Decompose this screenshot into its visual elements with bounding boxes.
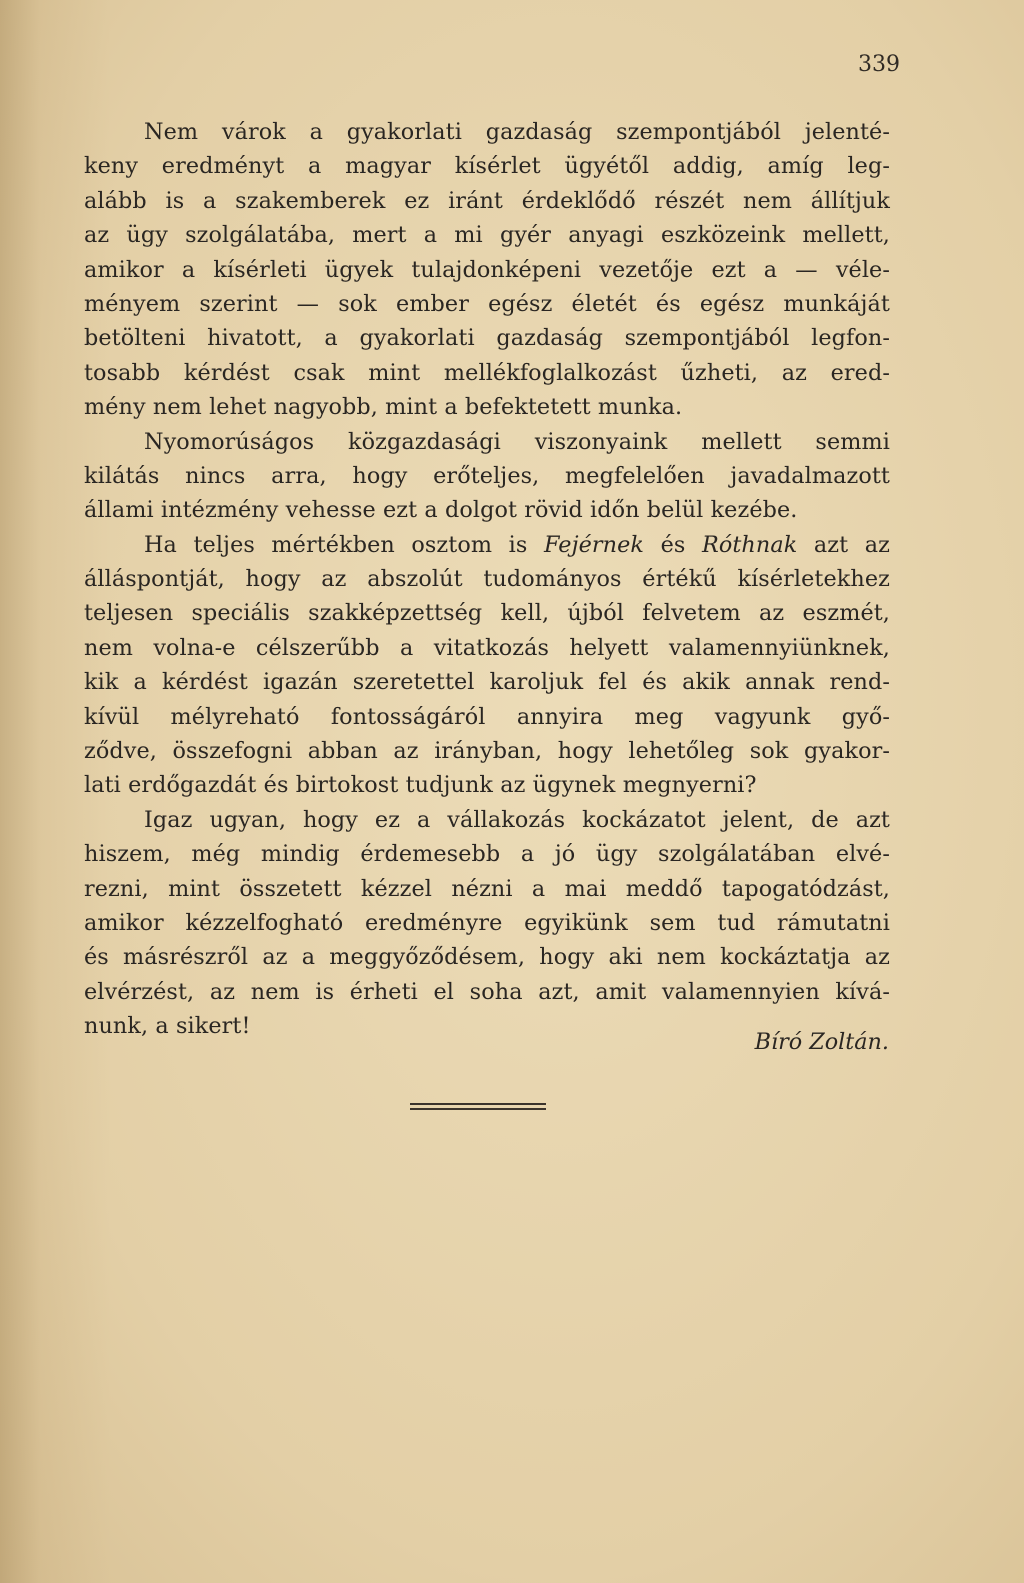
text-line: mény nem lehet nagyobb, mint a befektetett munka. (84, 394, 683, 421)
text-line: lati erdőgazdát és birtokost tudjunk az ügynek megnyerni? (84, 772, 757, 799)
paragraph-4 (84, 803, 890, 1044)
page-number: 339 (858, 52, 900, 77)
text-line: nunk, a sikert! (84, 1013, 251, 1040)
text-line (84, 528, 890, 562)
text-line: tosabb kérdést csak mint mellékfoglalkozást űzheti, az ered- (84, 359, 890, 386)
paragraph-1 (84, 115, 890, 425)
text-run: Ha teljes mértékben osztom is (144, 531, 528, 558)
text-line: kilátás nincs arra, hogy erőteljes, megfelelően javadalmazott (84, 462, 890, 489)
text-line: Nyomorúságos közgazdasági viszonyaink mellett semmi (144, 428, 890, 455)
text-line: állami intézmény vehesse ezt a dolgot rövid időn belül kezébe. (84, 497, 798, 524)
text-line: rezni, mint összetett kézzel nézni a mai meddő tapogatódzást, (84, 875, 890, 902)
text-line: Igaz ugyan, hogy ez a vállakozás kockázatot jelent, de azt (144, 806, 890, 833)
author-signature: Bíró Zoltán. (754, 1029, 889, 1055)
body-text (84, 115, 890, 1044)
text-line: teljesen speciális szakképzettség kell, újból felvetem az eszmét, (84, 600, 890, 627)
text-line: az ügy szolgálatába, mert a mi gyér anyagi eszközeink mellett, (84, 222, 890, 249)
text-line: nem volna-e célszerűbb a vitatkozás helyett valamennyiünknek, (84, 634, 890, 661)
text-line: kik a kérdést igazán szeretettel karoljuk fel és akik annak rend- (84, 669, 890, 696)
text-line: álláspontját, hogy az abszolút tudományos értékű kísérletekhez (84, 566, 890, 593)
author-name-fejer: Fejérnek (543, 531, 645, 558)
paragraph-2 (84, 425, 890, 528)
paragraph-3 (84, 528, 890, 803)
text-line: amikor a kísérleti ügyek tulajdonképeni vezetője ezt a — véle- (84, 256, 890, 283)
section-divider-line (410, 1108, 546, 1110)
text-line: hiszem, még mindig érdemesebb a jó ügy szolgálatában elvé- (84, 841, 890, 868)
author-name-roth: Róthnak (701, 531, 798, 558)
text-line: ményem szerint — sok ember egész életét és egész munkáját (84, 290, 890, 317)
text-line: keny eredményt a magyar kísérlet ügyétől addig, amíg leg- (84, 153, 890, 180)
text-line: amikor kézzelfogható eredményre egyikünk sem tud rámutatni (84, 909, 890, 936)
text-line: betölteni hivatott, a gyakorlati gazdaság szempontjából legfon- (84, 325, 890, 352)
text-run: azt az (813, 531, 890, 558)
text-line: és másrészről az a meggyőződésem, hogy aki nem kockáztatja az (84, 944, 890, 971)
text-run: és (660, 531, 686, 558)
text-line: alább is a szakemberek ez iránt érdeklődő részét nem állítjuk (84, 187, 890, 214)
text-line: ződve, összefogni abban az irányban, hogy lehetőleg sok gyakor- (84, 738, 890, 765)
text-line: elvérzést, az nem is érheti el soha azt, amit valamennyien kívá- (84, 978, 890, 1005)
text-line: Nem várok a gyakorlati gazdaság szempontjából jelenté- (144, 119, 890, 145)
section-divider-line (410, 1103, 546, 1105)
text-line: kívül mélyreható fontosságáról annyira meg vagyunk győ- (84, 703, 890, 730)
